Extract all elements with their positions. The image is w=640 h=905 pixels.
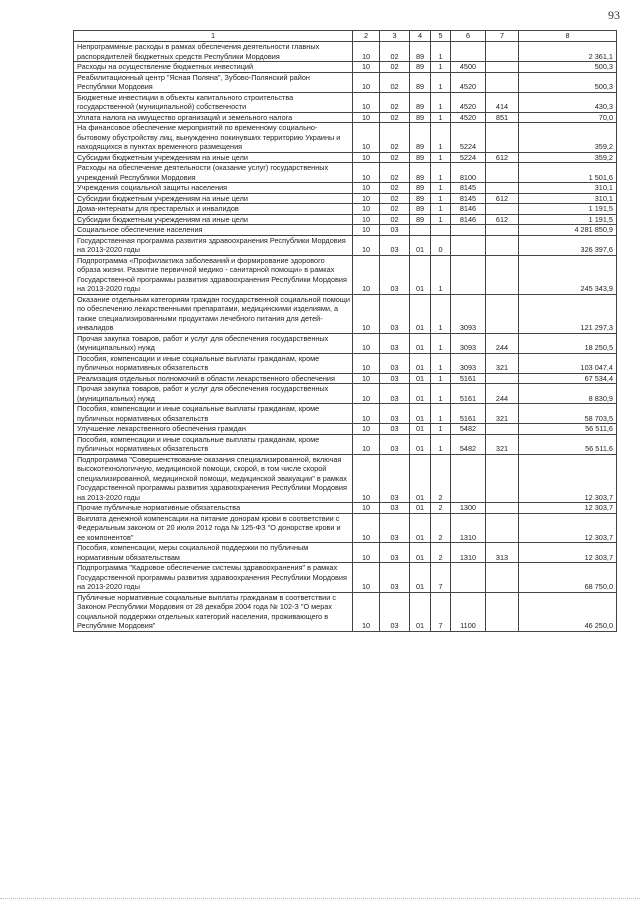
subprogram-code-cell: 1 bbox=[431, 123, 451, 153]
amount-cell: 70,0 bbox=[519, 112, 617, 123]
amount-cell: 18 250,5 bbox=[519, 333, 617, 353]
expense-type-cell: 244 bbox=[486, 333, 519, 353]
amount-cell: 103 047,4 bbox=[519, 353, 617, 373]
amount-cell: 1 501,6 bbox=[519, 163, 617, 183]
expense-type-cell: 414 bbox=[486, 92, 519, 112]
target-code-cell: 8100 bbox=[451, 163, 486, 183]
section-code-cell: 10 bbox=[353, 204, 380, 215]
column-header: 7 bbox=[486, 31, 519, 42]
subsection-code-cell: 02 bbox=[380, 112, 410, 123]
table-row bbox=[74, 384, 617, 404]
section-code-cell: 10 bbox=[353, 454, 380, 503]
expense-type-cell: 321 bbox=[486, 404, 519, 424]
program-code-cell: 89 bbox=[410, 214, 431, 225]
target-code-cell: 5482 bbox=[451, 424, 486, 435]
expense-type-cell: 851 bbox=[486, 112, 519, 123]
target-code-cell: 4520 bbox=[451, 72, 486, 92]
row-name-cell: Учреждения социальной защиты населения bbox=[74, 183, 353, 194]
table-row bbox=[74, 163, 617, 183]
target-code-cell: 5224 bbox=[451, 123, 486, 153]
subprogram-code-cell bbox=[431, 225, 451, 236]
table-row bbox=[74, 454, 617, 503]
table-row bbox=[74, 373, 617, 384]
row-name-cell: Прочая закупка товаров, работ и услуг для обеспечения государственных (муниципальных) нужд bbox=[74, 384, 353, 404]
section-code-cell: 10 bbox=[353, 123, 380, 153]
table-row bbox=[74, 404, 617, 424]
subsection-code-cell: 02 bbox=[380, 163, 410, 183]
table-row bbox=[74, 563, 617, 593]
section-code-cell: 10 bbox=[353, 42, 380, 62]
subsection-code-cell: 02 bbox=[380, 92, 410, 112]
row-name-cell: Государственная программа развития здравоохранения Республики Мордовия на 2013-2020 годы bbox=[74, 235, 353, 255]
subprogram-code-cell: 1 bbox=[431, 92, 451, 112]
table-row bbox=[74, 333, 617, 353]
target-code-cell: 8146 bbox=[451, 204, 486, 215]
expense-type-cell: 313 bbox=[486, 543, 519, 563]
subsection-code-cell: 03 bbox=[380, 404, 410, 424]
amount-cell: 430,3 bbox=[519, 92, 617, 112]
row-name-cell: Оказание отдельным категориям граждан государственной социальной помощи по обеспечению лекарственными препаратами, медицинскими изделиями, а также специализированными продуктами лечебного питания для детей-инвалидов bbox=[74, 294, 353, 333]
table-row bbox=[74, 592, 617, 631]
expense-type-cell bbox=[486, 373, 519, 384]
subsection-code-cell: 03 bbox=[380, 255, 410, 294]
row-name-cell: Уплата налога на имущество организаций и земельного налога bbox=[74, 112, 353, 123]
subsection-code-cell: 03 bbox=[380, 384, 410, 404]
table-row bbox=[74, 72, 617, 92]
program-code-cell: 01 bbox=[410, 513, 431, 543]
subsection-code-cell: 03 bbox=[380, 592, 410, 631]
target-code-cell: 5482 bbox=[451, 434, 486, 454]
expense-type-cell: 321 bbox=[486, 434, 519, 454]
subsection-code-cell: 02 bbox=[380, 123, 410, 153]
expense-type-cell: 321 bbox=[486, 353, 519, 373]
program-code-cell: 89 bbox=[410, 42, 431, 62]
section-code-cell: 10 bbox=[353, 152, 380, 163]
subsection-code-cell: 02 bbox=[380, 214, 410, 225]
table-row bbox=[74, 183, 617, 194]
amount-cell: 2 361,1 bbox=[519, 42, 617, 62]
amount-cell: 500,3 bbox=[519, 72, 617, 92]
subsection-code-cell: 02 bbox=[380, 152, 410, 163]
subprogram-code-cell: 1 bbox=[431, 434, 451, 454]
target-code-cell bbox=[451, 255, 486, 294]
amount-cell: 67 534,4 bbox=[519, 373, 617, 384]
target-code-cell: 5161 bbox=[451, 384, 486, 404]
table-row bbox=[74, 62, 617, 73]
table-row bbox=[74, 214, 617, 225]
program-code-cell: 89 bbox=[410, 163, 431, 183]
row-name-cell: Реабилитационный центр "Ясная Поляна", Зубово-Полянский район Республики Мордовия bbox=[74, 72, 353, 92]
subprogram-code-cell: 1 bbox=[431, 204, 451, 215]
subprogram-code-cell: 7 bbox=[431, 563, 451, 593]
program-code-cell: 01 bbox=[410, 563, 431, 593]
target-code-cell bbox=[451, 42, 486, 62]
subprogram-code-cell: 1 bbox=[431, 333, 451, 353]
amount-cell: 56 511,6 bbox=[519, 424, 617, 435]
table-row bbox=[74, 294, 617, 333]
subprogram-code-cell: 1 bbox=[431, 42, 451, 62]
row-name-cell: Пособия, компенсации и иные социальные выплаты гражданам, кроме публичных нормативных обязательств bbox=[74, 434, 353, 454]
expense-type-cell bbox=[486, 62, 519, 73]
amount-cell: 12 303,7 bbox=[519, 513, 617, 543]
program-code-cell: 01 bbox=[410, 333, 431, 353]
target-code-cell: 1310 bbox=[451, 543, 486, 563]
expense-type-cell bbox=[486, 235, 519, 255]
subprogram-code-cell: 7 bbox=[431, 592, 451, 631]
program-code-cell: 01 bbox=[410, 424, 431, 435]
subsection-code-cell: 03 bbox=[380, 503, 410, 514]
section-code-cell: 10 bbox=[353, 193, 380, 204]
expense-type-cell bbox=[486, 255, 519, 294]
expense-type-cell bbox=[486, 204, 519, 215]
column-header: 2 bbox=[353, 31, 380, 42]
program-code-cell: 01 bbox=[410, 384, 431, 404]
expense-type-cell: 612 bbox=[486, 152, 519, 163]
subsection-code-cell: 03 bbox=[380, 225, 410, 236]
section-code-cell: 10 bbox=[353, 563, 380, 593]
section-code-cell: 10 bbox=[353, 543, 380, 563]
subprogram-code-cell: 2 bbox=[431, 543, 451, 563]
subprogram-code-cell: 0 bbox=[431, 235, 451, 255]
program-code-cell: 01 bbox=[410, 592, 431, 631]
target-code-cell bbox=[451, 235, 486, 255]
target-code-cell: 5224 bbox=[451, 152, 486, 163]
amount-cell: 12 303,7 bbox=[519, 503, 617, 514]
row-name-cell: Субсидии бюджетным учреждениям на иные цели bbox=[74, 214, 353, 225]
section-code-cell: 10 bbox=[353, 255, 380, 294]
section-code-cell: 10 bbox=[353, 92, 380, 112]
row-name-cell: Прочие публичные нормативные обязательства bbox=[74, 503, 353, 514]
program-code-cell: 89 bbox=[410, 152, 431, 163]
program-code-cell: 01 bbox=[410, 454, 431, 503]
amount-cell: 46 250,0 bbox=[519, 592, 617, 631]
table-row bbox=[74, 543, 617, 563]
column-header: 5 bbox=[431, 31, 451, 42]
amount-cell: 359,2 bbox=[519, 123, 617, 153]
table-row bbox=[74, 503, 617, 514]
amount-cell: 1 191,5 bbox=[519, 214, 617, 225]
row-name-cell: Субсидии бюджетным учреждениям на иные цели bbox=[74, 152, 353, 163]
row-name-cell: Расходы на обеспечение деятельности (оказание услуг) государственных учреждений Республики Мордовия bbox=[74, 163, 353, 183]
column-header: 6 bbox=[451, 31, 486, 42]
subsection-code-cell: 03 bbox=[380, 333, 410, 353]
table-row bbox=[74, 434, 617, 454]
row-name-cell: Улучшение лекарственного обеспечения граждан bbox=[74, 424, 353, 435]
subsection-code-cell: 02 bbox=[380, 193, 410, 204]
target-code-cell: 8145 bbox=[451, 193, 486, 204]
section-code-cell: 10 bbox=[353, 434, 380, 454]
row-name-cell: Расходы на осуществление бюджетных инвестиций bbox=[74, 62, 353, 73]
amount-cell: 245 343,9 bbox=[519, 255, 617, 294]
subsection-code-cell: 02 bbox=[380, 62, 410, 73]
section-code-cell: 10 bbox=[353, 373, 380, 384]
target-code-cell: 5161 bbox=[451, 373, 486, 384]
program-code-cell: 01 bbox=[410, 373, 431, 384]
target-code-cell: 3093 bbox=[451, 353, 486, 373]
amount-cell: 12 303,7 bbox=[519, 543, 617, 563]
program-code-cell: 01 bbox=[410, 255, 431, 294]
subprogram-code-cell: 1 bbox=[431, 384, 451, 404]
target-code-cell: 4500 bbox=[451, 62, 486, 73]
subprogram-code-cell: 1 bbox=[431, 214, 451, 225]
row-name-cell: Подпрограмма "Кадровое обеспечение системы здравоохранения" в рамках Государственной программы развития здравоохранения Республики Мордовия на 2013-2020 годы bbox=[74, 563, 353, 593]
subsection-code-cell: 02 bbox=[380, 183, 410, 194]
amount-cell: 56 511,6 bbox=[519, 434, 617, 454]
program-code-cell: 89 bbox=[410, 92, 431, 112]
subprogram-code-cell: 1 bbox=[431, 193, 451, 204]
subsection-code-cell: 03 bbox=[380, 424, 410, 435]
program-code-cell: 01 bbox=[410, 353, 431, 373]
amount-cell: 68 750,0 bbox=[519, 563, 617, 593]
column-header: 8 bbox=[519, 31, 617, 42]
table-row bbox=[74, 353, 617, 373]
program-code-cell: 89 bbox=[410, 123, 431, 153]
section-code-cell: 10 bbox=[353, 424, 380, 435]
target-code-cell: 4520 bbox=[451, 112, 486, 123]
program-code-cell bbox=[410, 225, 431, 236]
expense-type-cell: 244 bbox=[486, 384, 519, 404]
expense-type-cell bbox=[486, 163, 519, 183]
expense-type-cell bbox=[486, 424, 519, 435]
row-name-cell: Прочая закупка товаров, работ и услуг для обеспечения государственных (муниципальных) нужд bbox=[74, 333, 353, 353]
table-header bbox=[74, 31, 617, 42]
row-name-cell: Непрограммные расходы в рамках обеспечения деятельности главных распорядителей бюджетных средств Республики Мордовия bbox=[74, 42, 353, 62]
target-code-cell: 1100 bbox=[451, 592, 486, 631]
target-code-cell bbox=[451, 563, 486, 593]
target-code-cell: 1300 bbox=[451, 503, 486, 514]
row-name-cell: Дома-интернаты для престарелых и инвалидов bbox=[74, 204, 353, 215]
section-code-cell: 10 bbox=[353, 183, 380, 194]
subprogram-code-cell: 1 bbox=[431, 152, 451, 163]
row-name-cell: Подпрограмма «Профилактика заболеваний и формирование здорового образа жизни. Развитие первичной медико - санитарной помощи» в рамках Государственной программы развития здравоохранения Республики Мордовия на 2013-2020 годы bbox=[74, 255, 353, 294]
table-row bbox=[74, 193, 617, 204]
subprogram-code-cell: 1 bbox=[431, 424, 451, 435]
amount-cell: 359,2 bbox=[519, 152, 617, 163]
subprogram-code-cell: 1 bbox=[431, 255, 451, 294]
section-code-cell: 10 bbox=[353, 294, 380, 333]
target-code-cell: 3093 bbox=[451, 294, 486, 333]
subprogram-code-cell: 1 bbox=[431, 294, 451, 333]
row-name-cell: На финансовое обеспечение мероприятий по временному социально-бытовому обустройству лиц, вынужденно покинувших территорию Украины и находящихся в пунктах временного размещения bbox=[74, 123, 353, 153]
row-name-cell: Выплата денежной компенсации на питание донорам крови в соответствии с Федеральным законом от 20 июля 2012 года № 125-ФЗ "О донорстве крови и ее компонентов" bbox=[74, 513, 353, 543]
program-code-cell: 01 bbox=[410, 235, 431, 255]
section-code-cell: 10 bbox=[353, 112, 380, 123]
page-bottom-edge bbox=[0, 897, 640, 899]
subsection-code-cell: 03 bbox=[380, 454, 410, 503]
table-row bbox=[74, 513, 617, 543]
row-name-cell: Публичные нормативные социальные выплаты гражданам в соответствии с Законом Республики Мордовия от 28 декабря 2004 года № 102-З "О мерах социальной поддержки отдельных категорий населения, проживающего в Республике Мордовия" bbox=[74, 592, 353, 631]
subsection-code-cell: 03 bbox=[380, 513, 410, 543]
column-header: 1 bbox=[74, 31, 353, 42]
expense-type-cell bbox=[486, 183, 519, 194]
amount-cell: 310,1 bbox=[519, 183, 617, 194]
column-header: 4 bbox=[410, 31, 431, 42]
program-code-cell: 01 bbox=[410, 294, 431, 333]
expense-type-cell: 612 bbox=[486, 214, 519, 225]
section-code-cell: 10 bbox=[353, 225, 380, 236]
amount-cell: 12 303,7 bbox=[519, 454, 617, 503]
program-code-cell: 01 bbox=[410, 503, 431, 514]
row-name-cell: Пособия, компенсации, меры социальной поддержки по публичным нормативным обязательствам bbox=[74, 543, 353, 563]
amount-cell: 500,3 bbox=[519, 62, 617, 73]
expense-type-cell bbox=[486, 503, 519, 514]
subprogram-code-cell: 1 bbox=[431, 112, 451, 123]
expense-type-cell bbox=[486, 123, 519, 153]
subprogram-code-cell: 1 bbox=[431, 353, 451, 373]
section-code-cell: 10 bbox=[353, 333, 380, 353]
subsection-code-cell: 03 bbox=[380, 353, 410, 373]
table-row bbox=[74, 42, 617, 62]
table-row bbox=[74, 123, 617, 153]
row-name-cell: Бюджетные инвестиции в объекты капитального строительства государственной (муниципальной) собственности bbox=[74, 92, 353, 112]
amount-cell: 121 297,3 bbox=[519, 294, 617, 333]
section-code-cell: 10 bbox=[353, 503, 380, 514]
target-code-cell: 4520 bbox=[451, 92, 486, 112]
amount-cell: 4 281 850,9 bbox=[519, 225, 617, 236]
target-code-cell bbox=[451, 454, 486, 503]
subprogram-code-cell: 2 bbox=[431, 503, 451, 514]
table-row bbox=[74, 255, 617, 294]
section-code-cell: 10 bbox=[353, 235, 380, 255]
section-code-cell: 10 bbox=[353, 214, 380, 225]
program-code-cell: 89 bbox=[410, 62, 431, 73]
row-name-cell: Подпрограмма "Совершенствование оказания специализированной, включая высокотехнологичную, медицинской помощи, скорой, в том числе скорой специализированной, медицинской помощи, медицинской эвакуации" в рамках Государственной программы развития здравоохранения Республики Мордовия на 2013-2020 годы bbox=[74, 454, 353, 503]
program-code-cell: 89 bbox=[410, 72, 431, 92]
section-code-cell: 10 bbox=[353, 404, 380, 424]
amount-cell: 58 703,5 bbox=[519, 404, 617, 424]
amount-cell: 1 191,5 bbox=[519, 204, 617, 215]
subsection-code-cell: 03 bbox=[380, 563, 410, 593]
amount-cell: 8 830,9 bbox=[519, 384, 617, 404]
table-row bbox=[74, 235, 617, 255]
expense-type-cell bbox=[486, 294, 519, 333]
section-code-cell: 10 bbox=[353, 592, 380, 631]
subsection-code-cell: 02 bbox=[380, 42, 410, 62]
program-code-cell: 89 bbox=[410, 183, 431, 194]
program-code-cell: 89 bbox=[410, 204, 431, 215]
program-code-cell: 01 bbox=[410, 404, 431, 424]
subsection-code-cell: 03 bbox=[380, 543, 410, 563]
subprogram-code-cell: 1 bbox=[431, 404, 451, 424]
target-code-cell: 1310 bbox=[451, 513, 486, 543]
expense-type-cell bbox=[486, 42, 519, 62]
program-code-cell: 89 bbox=[410, 112, 431, 123]
row-name-cell: Пособия, компенсации и иные социальные выплаты гражданам, кроме публичных нормативных обязательств bbox=[74, 404, 353, 424]
table-row bbox=[74, 424, 617, 435]
expense-type-cell bbox=[486, 72, 519, 92]
section-code-cell: 10 bbox=[353, 62, 380, 73]
expense-type-cell: 612 bbox=[486, 193, 519, 204]
header-row bbox=[74, 31, 617, 42]
target-code-cell: 3093 bbox=[451, 333, 486, 353]
table-row bbox=[74, 152, 617, 163]
expense-type-cell bbox=[486, 592, 519, 631]
target-code-cell: 8145 bbox=[451, 183, 486, 194]
program-code-cell: 01 bbox=[410, 434, 431, 454]
section-code-cell: 10 bbox=[353, 384, 380, 404]
row-name-cell: Реализация отдельных полномочий в области лекарственного обеспечения bbox=[74, 373, 353, 384]
table-row bbox=[74, 204, 617, 215]
subsection-code-cell: 03 bbox=[380, 373, 410, 384]
subprogram-code-cell: 2 bbox=[431, 454, 451, 503]
subprogram-code-cell: 2 bbox=[431, 513, 451, 543]
expense-type-cell bbox=[486, 513, 519, 543]
subsection-code-cell: 02 bbox=[380, 72, 410, 92]
subprogram-code-cell: 1 bbox=[431, 163, 451, 183]
expense-type-cell bbox=[486, 563, 519, 593]
table-row bbox=[74, 225, 617, 236]
expense-type-cell bbox=[486, 225, 519, 236]
program-code-cell: 01 bbox=[410, 543, 431, 563]
subprogram-code-cell: 1 bbox=[431, 72, 451, 92]
program-code-cell: 89 bbox=[410, 193, 431, 204]
row-name-cell: Субсидии бюджетным учреждениям на иные цели bbox=[74, 193, 353, 204]
subprogram-code-cell: 1 bbox=[431, 183, 451, 194]
subsection-code-cell: 03 bbox=[380, 294, 410, 333]
table-row bbox=[74, 92, 617, 112]
row-name-cell: Пособия, компенсации и иные социальные выплаты гражданам, кроме публичных нормативных обязательств bbox=[74, 353, 353, 373]
target-code-cell: 8146 bbox=[451, 214, 486, 225]
subprogram-code-cell: 1 bbox=[431, 373, 451, 384]
section-code-cell: 10 bbox=[353, 163, 380, 183]
section-code-cell: 10 bbox=[353, 72, 380, 92]
amount-cell: 310,1 bbox=[519, 193, 617, 204]
subsection-code-cell: 02 bbox=[380, 204, 410, 215]
column-header: 3 bbox=[380, 31, 410, 42]
page-number: 93 bbox=[608, 8, 620, 22]
target-code-cell: 5161 bbox=[451, 404, 486, 424]
amount-cell: 326 397,6 bbox=[519, 235, 617, 255]
row-name-cell: Социальное обеспечение населения bbox=[74, 225, 353, 236]
expense-type-cell bbox=[486, 454, 519, 503]
section-code-cell: 10 bbox=[353, 513, 380, 543]
subsection-code-cell: 03 bbox=[380, 235, 410, 255]
budget-table bbox=[73, 30, 617, 632]
section-code-cell: 10 bbox=[353, 353, 380, 373]
table-row bbox=[74, 112, 617, 123]
target-code-cell bbox=[451, 225, 486, 236]
subsection-code-cell: 03 bbox=[380, 434, 410, 454]
table-body bbox=[74, 42, 617, 632]
subprogram-code-cell: 1 bbox=[431, 62, 451, 73]
